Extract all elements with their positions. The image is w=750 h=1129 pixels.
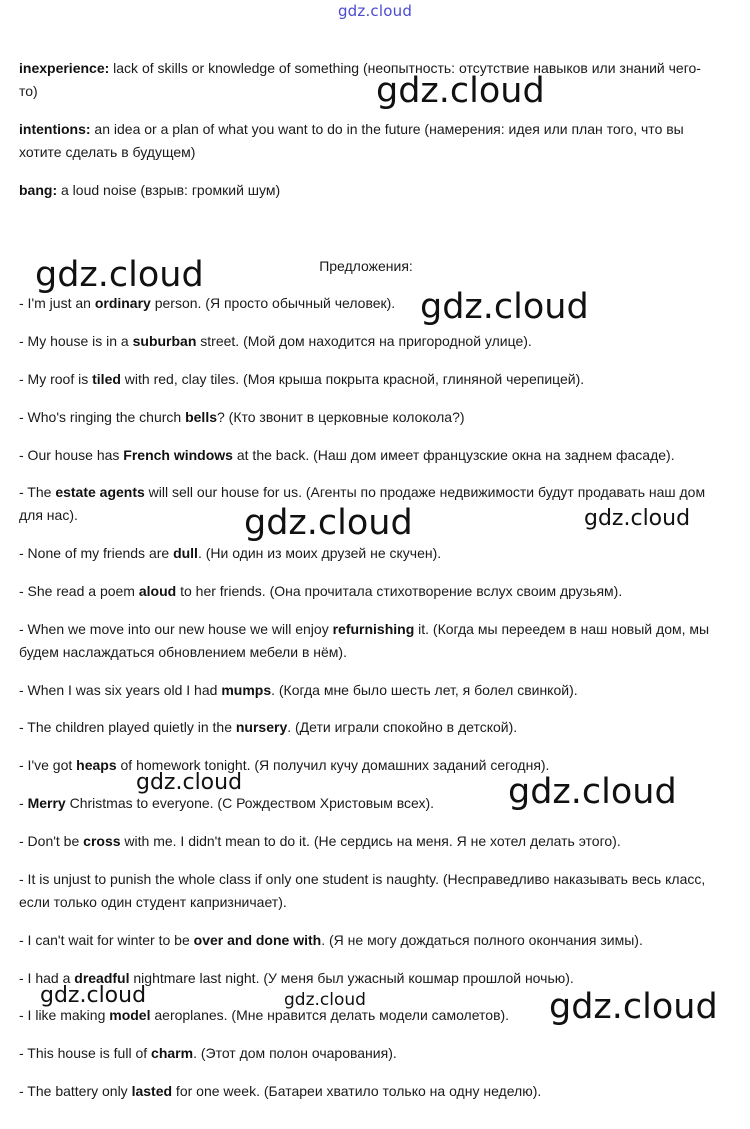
sentence-item: - I can't wait for winter to be over and done with. (Я не могу дождаться полного окончания зимы). <box>19 932 643 948</box>
sentence-item: - I had a dreadful nightmare last night. (У меня был ужасный кошмар прошлой ночью). <box>19 970 574 986</box>
sentence-item: - It is unjust to punish the whole class if only one student is naughty. (Несправедливо наказывать весь класс, если только один студент капризничает). <box>19 871 706 910</box>
sentence-item: - My roof is tiled with red, clay tiles. (Моя крыша покрыта красной, глиняной черепицей). <box>19 371 585 387</box>
sentence-item: - The battery only lasted for one week. (Батареи хватило только на одну неделю). <box>19 1083 542 1099</box>
sentence-item: - Our house has French windows at the back. (Наш дом имеет французские окна на заднем фасаде). <box>19 447 675 463</box>
watermark: gdz.cloud <box>35 255 204 295</box>
watermark: gdz.cloud <box>420 287 589 327</box>
definition-text: a loud noise (взрыв: громкий шум) <box>57 182 281 198</box>
sentence-item: - I like making model aeroplanes. (Мне нравится делать модели самолетов). <box>19 1007 510 1023</box>
watermark: gdz.cloud <box>508 772 677 812</box>
sentence-item: - None of my friends are dull. (Ни один из моих друзей не скучен). <box>19 545 442 561</box>
definition-bang <box>19 179 719 202</box>
sentence-item: - My house is in a suburban street. (Мой дом находится на пригородной улице). <box>19 333 532 349</box>
watermark: gdz.cloud <box>136 770 243 795</box>
sentence-item: - When I was six years old I had mumps. (Когда мне было шесть лет, я болел свинкой). <box>19 682 578 698</box>
watermark: gdz.cloud <box>244 503 413 543</box>
watermark: gdz.cloud <box>284 990 366 1010</box>
sentence-item: - She read a poem aloud to her friends. (Она прочитала стихотворение вслух своим друзьям). <box>19 583 623 599</box>
definition-text: lack of skills or knowledge of something (неопытность: отсутствие навыков или знаний чего-то) <box>19 60 701 99</box>
sentence-item: - I'm just an ordinary person. (Я просто обычный человек). <box>19 295 396 311</box>
site-header-link[interactable]: gdz.cloud <box>337 2 413 20</box>
watermark: gdz.cloud <box>584 506 691 531</box>
sentence-item: - Who's ringing the church bells? (Кто звонит в церковные колокола?) <box>19 409 465 425</box>
sentence-item: - I've got heaps of homework tonight. (Я получил кучу домашних заданий сегодня). <box>19 757 550 773</box>
definition-term: inexperience: <box>19 60 110 76</box>
definition-text: an idea or a plan of what you want to do in the future (намерения: идея или план того, что вы хотите сделать в будущем) <box>19 121 684 160</box>
sentence-item: - The estate agents will sell our house for us. (Агенты по продаже недвижимости будут продавать наш дом для нас). <box>19 484 706 523</box>
watermark: gdz.cloud <box>549 987 718 1027</box>
sentences-heading: Предложения: <box>319 258 413 274</box>
definition-intentions <box>19 118 719 164</box>
definition-term: intentions: <box>19 121 91 137</box>
watermark: gdz.cloud <box>376 71 545 111</box>
definition-inexperience <box>19 57 719 103</box>
sentence-item: - Don't be cross with me. I didn't mean to do it. (Не сердись на меня. Я не хотел делать этого). <box>19 833 621 849</box>
sentence-item: - Merry Christmas to everyone. (С Рождеством Христовым всех). <box>19 795 435 811</box>
sentence-item: - When we move into our new house we will enjoy refurnishing it. (Когда мы переедем в наш новый дом, мы будем наслаждаться обновлением мебели в нём). <box>19 621 710 660</box>
sentence-item: - This house is full of charm. (Этот дом полон очарования). <box>19 1045 397 1061</box>
definition-term: bang: <box>19 182 58 198</box>
sentence-item: - The children played quietly in the nursery. (Дети играли спокойно в детской). <box>19 719 518 735</box>
watermark: gdz.cloud <box>40 983 147 1008</box>
